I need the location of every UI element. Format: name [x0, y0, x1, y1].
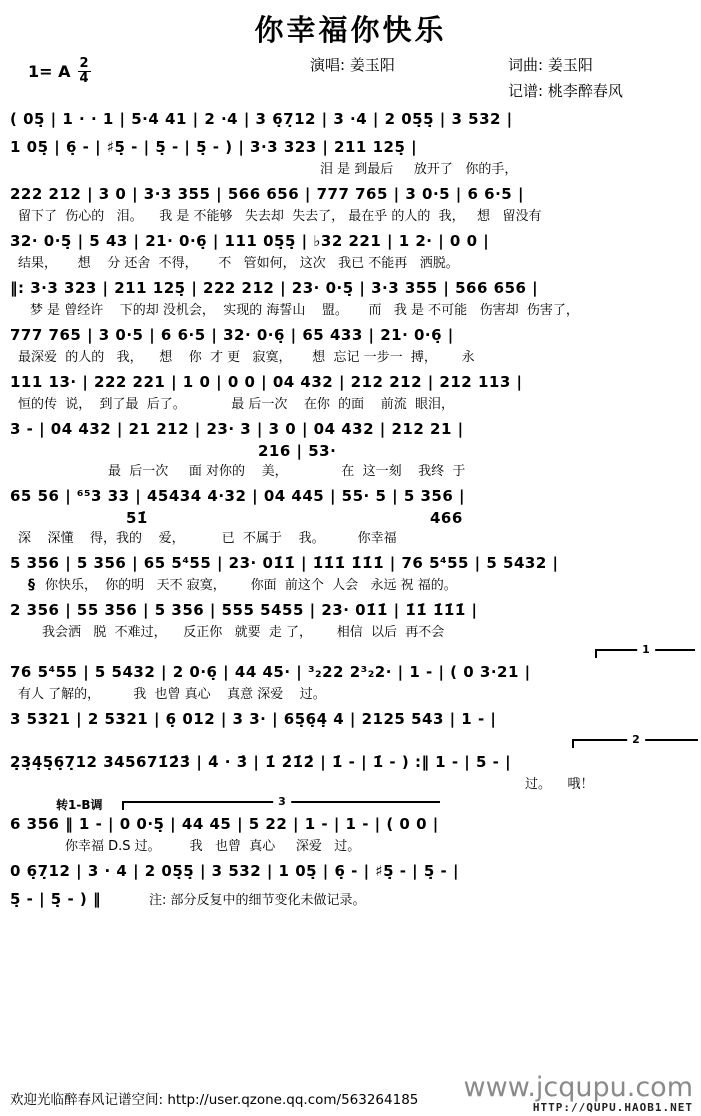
score-line-15	[10, 797, 691, 856]
volta-bracket-3	[122, 795, 440, 810]
score-line-5	[10, 276, 691, 320]
notation-row: 777 765 | 3 0·5 | 6 6·5 | 32· 0·6̣ | 65 433 | 21· 0·6̣ |	[10, 326, 454, 344]
time-signature	[78, 57, 91, 85]
score-note: 注: 部分反复中的细节变化未做记录。	[149, 893, 366, 908]
notation-row: 5̣ - | 5̣ - ) ‖	[10, 890, 101, 908]
score-line-8	[10, 417, 691, 481]
segno-icon: §	[28, 577, 35, 593]
notation-row: 32· 0·5̣ | 5 43 | 21· 0·6̣ | 111 05̣5̣ | ♭32 221 | 1 2· | 0 0 |	[10, 232, 490, 250]
score-line-2	[10, 135, 691, 179]
time-signature-numerator: 2	[79, 56, 89, 71]
lyrics-text: 你快乐， 你的明 天不 寂寞， 你面 前这个 人会 永远 祝 福的。	[45, 578, 457, 593]
modulation-marker: 转1-B调	[56, 798, 103, 812]
volta-row	[10, 735, 691, 750]
volta-label: 3	[273, 795, 291, 808]
key-signature	[28, 57, 91, 85]
volta-label: 1	[637, 643, 655, 656]
notation-row: 76 5⁴55 | 5 5432 | 2 0·6̣ | 44 45· | ³₂22 2³₂2· | 1 - | ( 0 3·21 |	[10, 663, 531, 681]
lyrics-row: 过。 哦！	[525, 777, 594, 792]
credit-notator-label: 记谱:	[508, 82, 544, 100]
score-line-17	[10, 887, 691, 912]
credit-composer	[508, 54, 593, 75]
score-line-14	[10, 735, 691, 794]
watermark	[464, 1074, 693, 1114]
credit-composer-name: 姜玉阳	[547, 56, 593, 74]
credit-singer	[310, 54, 395, 75]
watermark-url: HTTP://QUPU.HAOB1.NET	[532, 1101, 693, 1114]
notation-row: ( 05̣ | 1 · · 1 | 5·4 41 | 2 ·4 | 3 6̣7̣12 | 3 ·4 | 2 05̣5̣ | 3 532 |	[10, 110, 513, 128]
sub-notation: 466	[430, 509, 463, 527]
score-line-3	[10, 182, 691, 226]
notation-row: 222 212 | 3 0 | 3·3 355 | 566 656 | 777 765 | 3 0·5 | 6 6·5 |	[10, 185, 524, 203]
sub-notation: 51̇	[126, 509, 148, 527]
notation-row: 5 356 | 5 356 | 65 5⁴55 | 23· 01̇1̇ | 1̇1̇1̇ 1̇1̇1̇ | 76 5⁴55 | 5 5432 |	[10, 554, 559, 572]
time-signature-denominator: 4	[79, 70, 89, 86]
score-line-4	[10, 229, 691, 273]
key-value: 1= A	[28, 61, 71, 81]
score-line-7	[10, 370, 691, 414]
notation-row: 0 6̣7̣12 | 3 · 4 | 2 05̣5̣ | 3 532 | 1 05̣ | 6̣ - | ♯5̣ - | 5̣ - |	[10, 862, 459, 880]
score-line-13	[10, 707, 691, 732]
notation-row: 2 356 | 55 356 | 5 356 | 555 5455 | 23· 01̇1̇ | 1̇1̇ 1̇1̇1̇ |	[10, 601, 478, 619]
lyrics-row: 深 深懂 得，我的 爱， 已 不属于 我。 你幸福	[18, 531, 397, 546]
lyrics-row: 最深爱 的人的 我， 想 你 才 更 寂寞， 想 忘记 一步一 搏， 永	[18, 350, 475, 365]
volta-row	[10, 645, 691, 660]
credit-notator-name: 桃李醉春风	[547, 82, 623, 100]
lyrics-row	[10, 576, 691, 595]
page-footer	[10, 1074, 693, 1114]
volta-bracket-2	[572, 733, 698, 748]
footer-link[interactable]: 欢迎光临醉春风记谱空间: http://user.qzone.qq.com/563264185	[10, 1092, 419, 1108]
notation-row: 65 56 | ⁶⁵3 33 | 45434 4·32 | 04 445 | 55· 5 | 5 356 |	[10, 487, 465, 505]
volta-row	[10, 797, 691, 812]
credit-notator	[508, 80, 623, 101]
sub-notation-row	[10, 442, 691, 462]
score-line-11	[10, 598, 691, 642]
score-header	[10, 51, 691, 107]
volta-label: 2	[627, 733, 645, 746]
notation-row: 1 05̣ | 6̣ - | ♯5̣ - | 5̣ - | 5̣ - ) | 3·3 323 | 211 125̣ |	[10, 138, 418, 156]
score-line-10	[10, 551, 691, 595]
lyrics-row: 结果， 想 分 还舍 不得， 不 管如何， 这次 我已 不能再 洒脱。	[18, 256, 459, 271]
sub-notation: 216 | 53·	[258, 442, 337, 460]
lyrics-row: 泪 是 到最后 放开了 你的手，	[320, 162, 518, 177]
lyrics-row: 你幸福 D.S 过。 我 也曾 真心 深爱 过。	[65, 839, 361, 854]
watermark-text: www.jcqupu.com	[463, 1072, 693, 1103]
lyrics-row: 我会洒 脱 不难过， 反正你 就要 走 了， 相信 以后 再不会	[42, 625, 445, 640]
lyrics-row: 最 后一次 面 对你的 美， 在 这一刻 我终 于	[108, 464, 466, 479]
sub-notation-row	[10, 509, 691, 529]
notation-row: 6 356 ‖ 1 - | 0 0·5̣ | 44 45 | 5 22 | 1 - | 1 - | ( 0 0 |	[10, 815, 439, 833]
notation-row: 3 - | 04 432 | 21 212 | 23· 3 | 3 0 | 04 432 | 212 21 |	[10, 420, 464, 438]
credit-singer-name: 姜玉阳	[349, 56, 395, 74]
notation-row: 3 5321 | 2 5321 | 6̣ 012 | 3 3· | 65̣6̣4̣ 4 | 2125 543 | 1 - |	[10, 710, 497, 728]
score-line-6	[10, 323, 691, 367]
notation-row: 111 13· | 222 221 | 1 0 | 0 0 | 04 432 | 212 212 | 212 113 |	[10, 373, 523, 391]
score-line-1	[10, 107, 691, 132]
lyrics-row: 梦 是 曾经许 下的却 没机会， 实现的 海誓山 盟。 而 我 是 不可能 伤害却 伤害了，	[30, 303, 579, 318]
notation-row: ‖: 3·3 323 | 211 125̣ | 222 212 | 23· 0·5̣ | 3·3 355 | 566 656 |	[10, 279, 539, 297]
song-title: 你幸福你快乐	[254, 13, 447, 47]
credit-composer-label: 词曲:	[508, 56, 544, 74]
notation-row: 2̣3̣4̣5̣6̣7̣12 345671̇2̇3̇ | 4̇ · 3̇ | 1̇ 2̇1̇2̇ | 1̇ - | 1̇ - ) :‖ 1 - | 5 - |	[10, 753, 512, 771]
score-line-16	[10, 859, 691, 884]
lyrics-row: 留下了 伤心的 泪。 我 是 不能够 失去却 失去了， 最在乎 的人的 我， 想 留没有	[18, 209, 542, 224]
lyrics-row: 有人 了解的， 我 也曾 真心 真意 深爱 过。	[18, 687, 326, 702]
lyrics-row: 恒的传 说， 到了最 后了。 最 后一次 在你 的面 前流 眼泪，	[18, 397, 454, 412]
score-line-12	[10, 645, 691, 704]
volta-bracket-1	[595, 643, 695, 658]
credit-singer-label: 演唱:	[310, 56, 346, 74]
score-line-9	[10, 484, 691, 548]
